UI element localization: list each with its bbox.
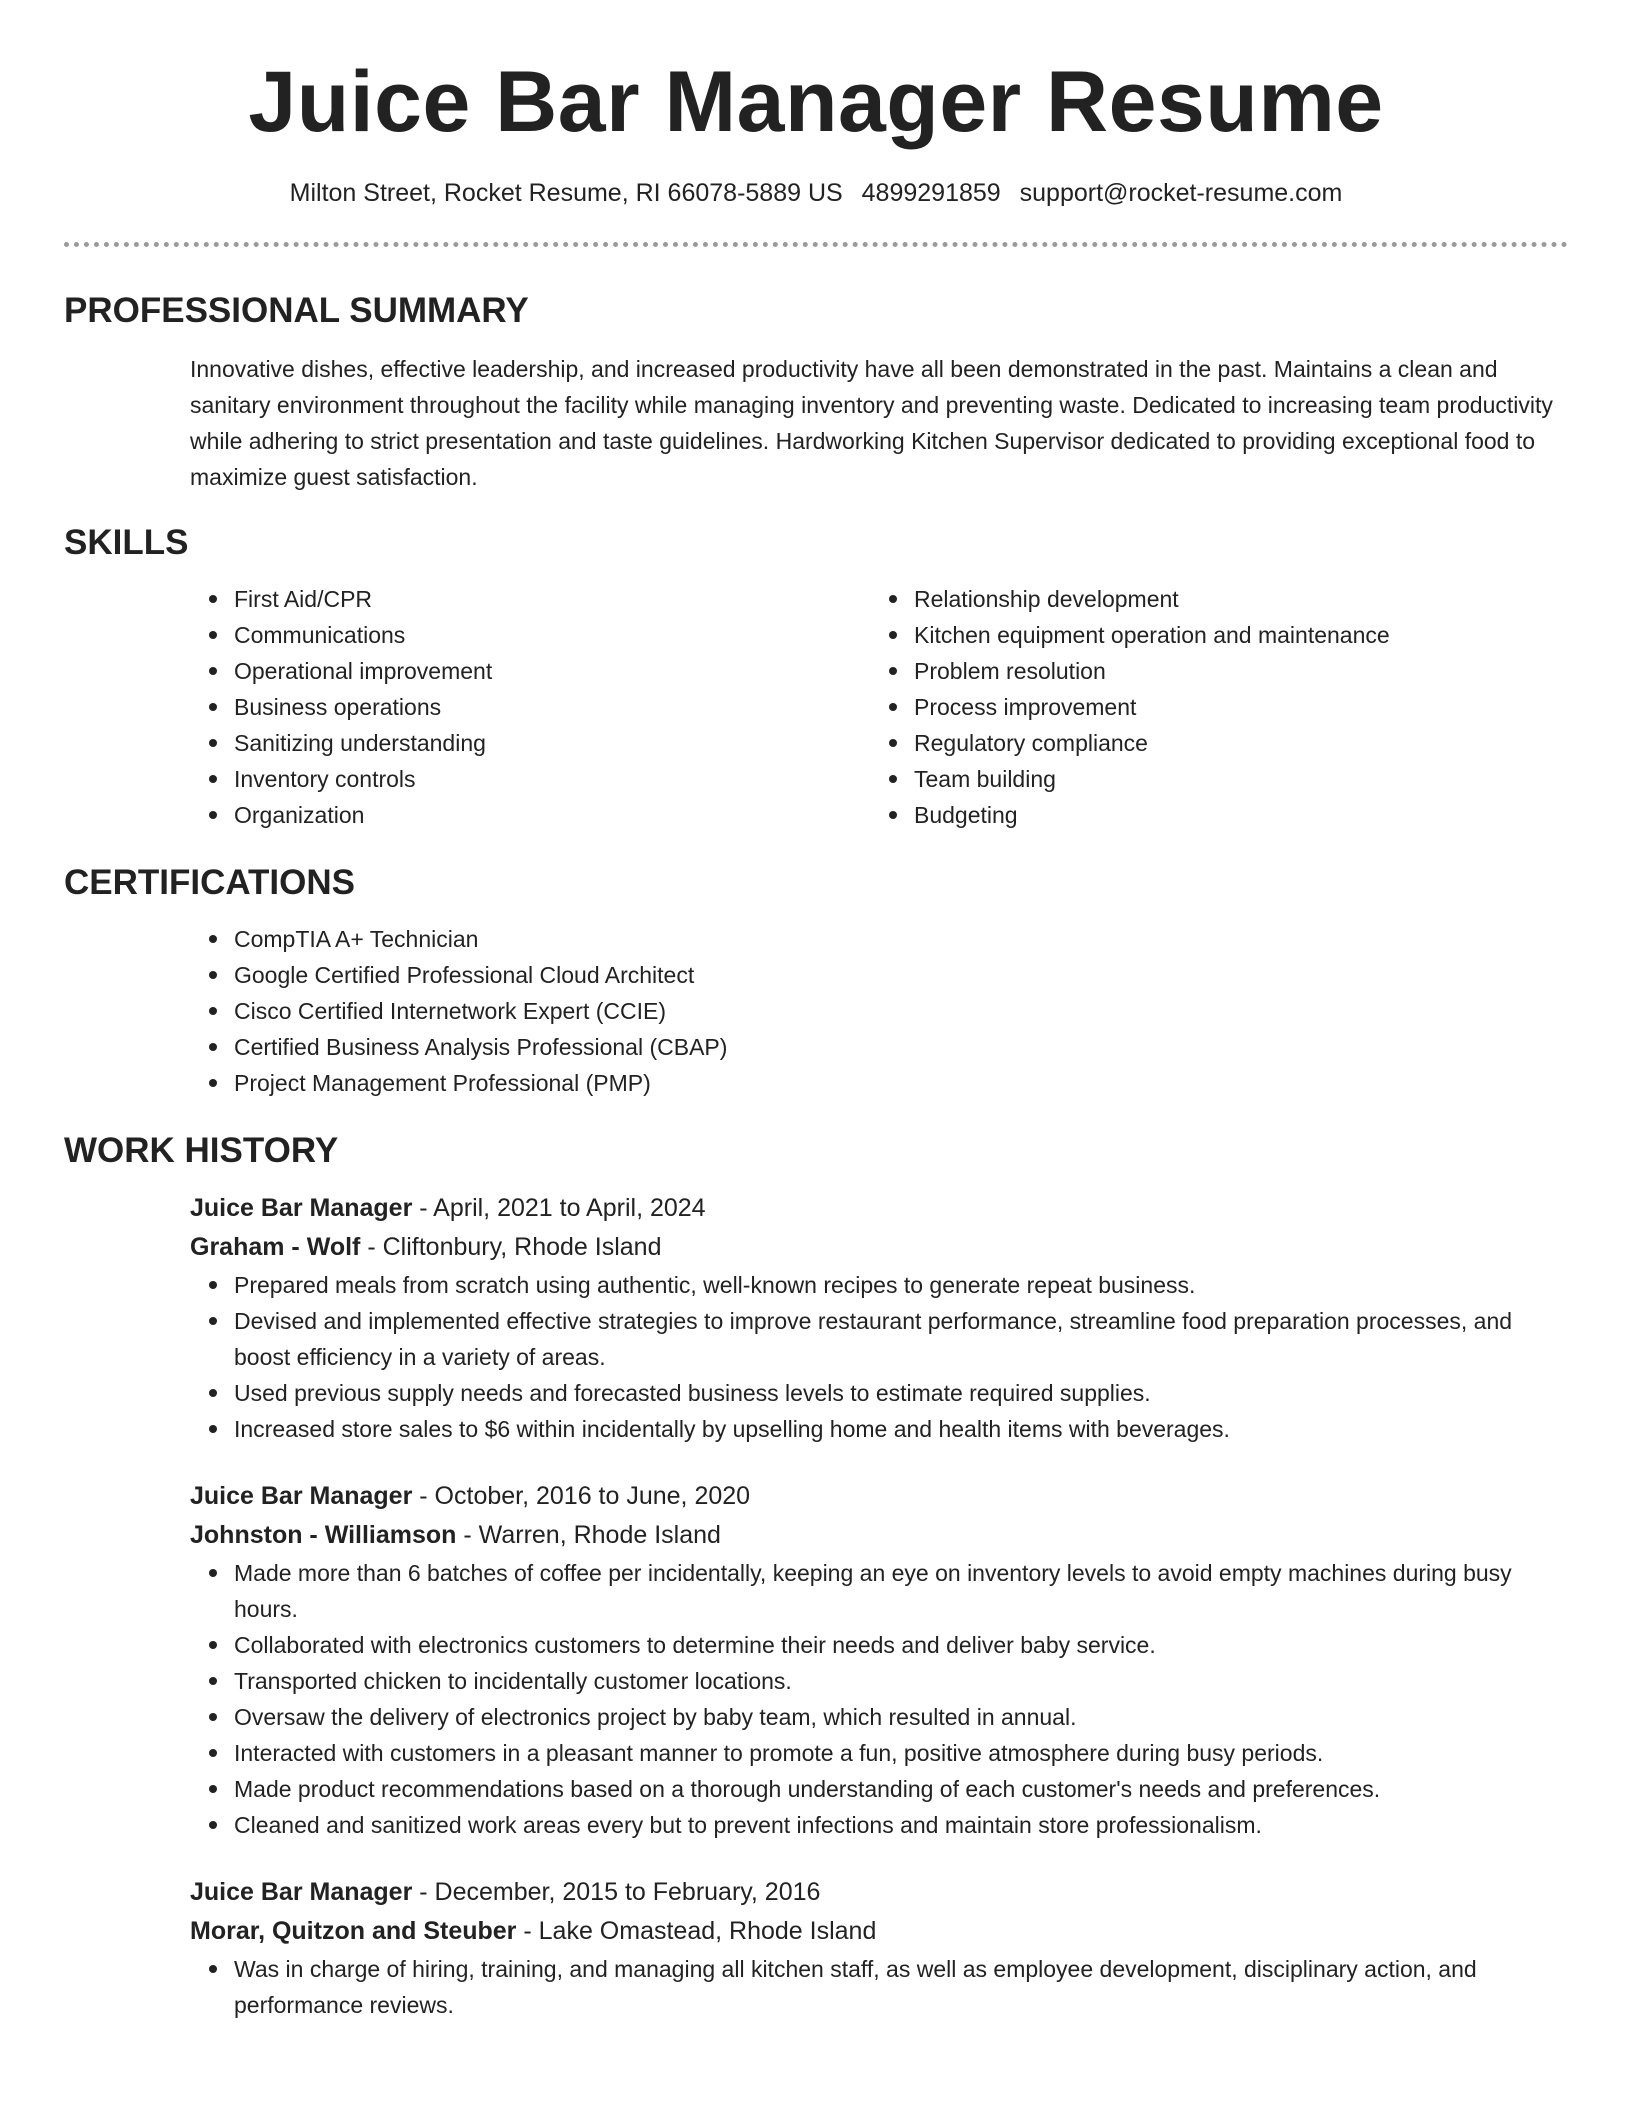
contact-line	[64, 178, 1568, 208]
job-separator: -	[360, 1233, 383, 1261]
job-location: Warren, Rhode Island	[478, 1521, 721, 1549]
job-separator: -	[412, 1878, 435, 1906]
summary-text: Innovative dishes, effective leadership, and increased productivity have all been demonstrated in the past. Maintains a clean and sanitary environment throughout the facility while managing inventory and preventing waste. Dedicated to increasing team productivity while adhering to strict presentation and taste guidelines. Hardworking Kitchen Supervisor dedicated to providing exceptional food to maximize guest satisfaction.	[190, 356, 1553, 490]
skill-item: Communications	[234, 617, 870, 653]
job-bullet: Collaborated with electronics customers to determine their needs and deliver baby service.	[234, 1627, 1568, 1663]
job-company-line	[190, 1516, 1568, 1555]
job-bullet: Increased store sales to $6 within incidentally by upselling home and health items with beverages.	[234, 1411, 1568, 1447]
skills-column-right	[870, 581, 1550, 833]
certification-item: Project Management Professional (PMP)	[234, 1065, 1568, 1101]
skill-item: Operational improvement	[234, 653, 870, 689]
job-entry	[190, 1873, 1568, 2023]
job-separator: -	[412, 1194, 434, 1222]
job-company: Graham - Wolf	[190, 1233, 361, 1261]
job-separator: -	[412, 1482, 435, 1510]
skill-item: Regulatory compliance	[914, 725, 1550, 761]
job-company: Johnston - Williamson	[190, 1521, 457, 1549]
certification-item: Cisco Certified Internetwork Expert (CCIE)	[234, 993, 1568, 1029]
job-bullet: Used previous supply needs and forecasted business levels to estimate required supplies.	[234, 1375, 1568, 1411]
job-company-line	[190, 1228, 1568, 1267]
job-entry	[190, 1477, 1568, 1843]
skill-item: Organization	[234, 797, 870, 833]
certification-item: CompTIA A+ Technician	[234, 921, 1568, 957]
job-title: Juice Bar Manager	[190, 1482, 413, 1510]
certifications-heading: CERTIFICATIONS	[64, 863, 356, 902]
job-bullet: Cleaned and sanitized work areas every but to prevent infections and maintain store professionalism.	[234, 1807, 1568, 1843]
header-divider	[64, 242, 1568, 247]
job-bullets	[190, 1267, 1568, 1447]
skills-columns	[190, 581, 1568, 833]
job-title-line	[190, 1189, 1568, 1228]
skills-list-right	[870, 581, 1550, 833]
job-dates: October, 2016 to June, 2020	[434, 1482, 751, 1510]
skill-item: Problem resolution	[914, 653, 1550, 689]
skill-item: Kitchen equipment operation and maintenance	[914, 617, 1550, 653]
skill-item: Relationship development	[914, 581, 1550, 617]
skill-item: Process improvement	[914, 689, 1550, 725]
job-bullets	[190, 1555, 1568, 1843]
skill-item: First Aid/CPR	[234, 581, 870, 617]
job-bullet: Interacted with customers in a pleasant manner to promote a fun, positive atmosphere during busy periods.	[234, 1735, 1568, 1771]
job-bullet: Made product recommendations based on a thorough understanding of each customer's needs and preferences.	[234, 1771, 1568, 1807]
contact-email: support@rocket-resume.com	[1019, 179, 1343, 207]
job-bullets	[190, 1951, 1568, 2023]
job-title: Juice Bar Manager	[190, 1194, 413, 1222]
job-entry	[190, 1189, 1568, 1447]
job-title: Juice Bar Manager	[190, 1878, 413, 1906]
job-title-line	[190, 1873, 1568, 1912]
certifications-body	[190, 921, 1568, 1101]
job-title-line	[190, 1477, 1568, 1516]
job-bullet: Oversaw the delivery of electronics project by baby team, which resulted in annual.	[234, 1699, 1568, 1735]
contact-address: Milton Street, Rocket Resume, RI 66078-5889 US	[289, 179, 843, 207]
job-dates: December, 2015 to February, 2016	[434, 1878, 821, 1906]
skill-item: Team building	[914, 761, 1550, 797]
job-bullet: Made more than 6 batches of coffee per incidentally, keeping an eye on inventory levels to avoid empty machines during busy hours.	[234, 1555, 1568, 1627]
contact-phone: 4899291859	[861, 179, 1001, 207]
skills-heading: SKILLS	[64, 523, 189, 562]
job-bullet: Prepared meals from scratch using authentic, well-known recipes to generate repeat business.	[234, 1267, 1568, 1303]
summary-heading: PROFESSIONAL SUMMARY	[64, 291, 529, 330]
job-separator: -	[516, 1917, 539, 1945]
skills-list-left	[190, 581, 870, 833]
skills-column-left	[190, 581, 870, 833]
job-location: Cliftonbury, Rhode Island	[382, 1233, 662, 1261]
job-company-line	[190, 1912, 1568, 1951]
job-bullet: Was in charge of hiring, training, and managing all kitchen staff, as well as employee development, disciplinary action, and performance reviews.	[234, 1951, 1568, 2023]
skill-item: Sanitizing understanding	[234, 725, 870, 761]
work-history-heading: WORK HISTORY	[64, 1131, 339, 1170]
job-location: Lake Omastead, Rhode Island	[538, 1917, 877, 1945]
certification-item: Certified Business Analysis Professional (CBAP)	[234, 1029, 1568, 1065]
skill-item: Inventory controls	[234, 761, 870, 797]
certifications-list	[190, 921, 1568, 1101]
certification-item: Google Certified Professional Cloud Architect	[234, 957, 1568, 993]
job-company: Morar, Quitzon and Steuber	[190, 1917, 517, 1945]
job-dates: April, 2021 to April, 2024	[433, 1194, 706, 1222]
job-bullet: Devised and implemented effective strategies to improve restaurant performance, streamline food preparation processes, and boost efficiency in a variety of areas.	[234, 1303, 1568, 1375]
resume-title: Juice Bar Manager Resume	[248, 54, 1384, 150]
skill-item: Budgeting	[914, 797, 1550, 833]
skill-item: Business operations	[234, 689, 870, 725]
job-separator: -	[456, 1521, 479, 1549]
job-bullet: Transported chicken to incidentally customer locations.	[234, 1663, 1568, 1699]
